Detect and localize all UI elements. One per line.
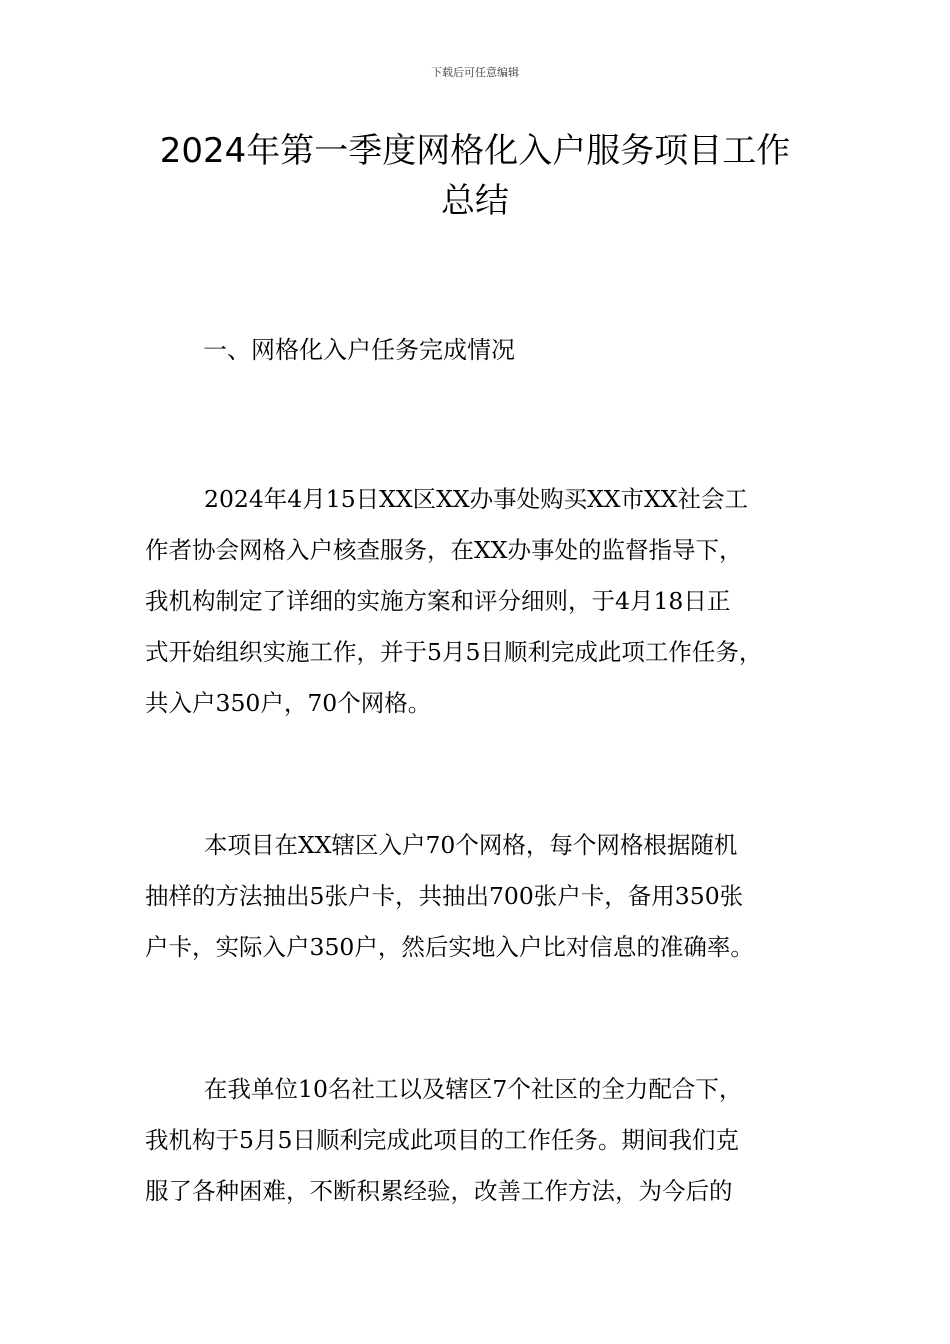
- paragraph-line: 本项目在XX辖区入户70个网格，每个网格根据随机: [204, 831, 738, 859]
- document-title: [130, 126, 820, 226]
- paragraph-line: 式开始组织实施工作，并于5月5日顺利完成此项工作任务，: [145, 638, 763, 666]
- paragraph-line: 我机构于5月5日顺利完成此项目的工作任务。期间我们克: [145, 1126, 739, 1154]
- paragraph-line: 服了各种困难，不断积累经验，改善工作方法，为今后的: [145, 1177, 733, 1205]
- paragraph-2: [145, 820, 825, 973]
- paragraph-line: 共入户350户，70个网格。: [145, 689, 432, 717]
- paragraph-3: [145, 1064, 825, 1217]
- header-note: 下载后可任意编辑: [431, 66, 519, 79]
- section-heading: 一、网格化入户任务完成情况: [203, 336, 515, 364]
- title-line-2: 总结: [441, 181, 509, 221]
- paragraph-line: 2024年4月15日XX区XX办事处购买XX市XX社会工: [204, 485, 748, 513]
- paragraph-line: 在我单位10名社工以及辖区7个社区的全力配合下，: [204, 1075, 743, 1103]
- paragraph-line: 作者协会网格入户核查服务，在XX办事处的监督指导下，: [145, 536, 743, 564]
- paragraph-line: 户卡，实际入户350户，然后实地入户比对信息的准确率。: [145, 933, 754, 961]
- paragraph-line: 我机构制定了详细的实施方案和评分细则，于4月18日正: [145, 587, 731, 615]
- paragraph-1: [145, 474, 825, 729]
- title-line-1: 2024年第一季度网格化入户服务项目工作: [159, 131, 791, 171]
- paragraph-line: 抽样的方法抽出5张户卡，共抽出700张户卡，备用350张: [145, 882, 744, 910]
